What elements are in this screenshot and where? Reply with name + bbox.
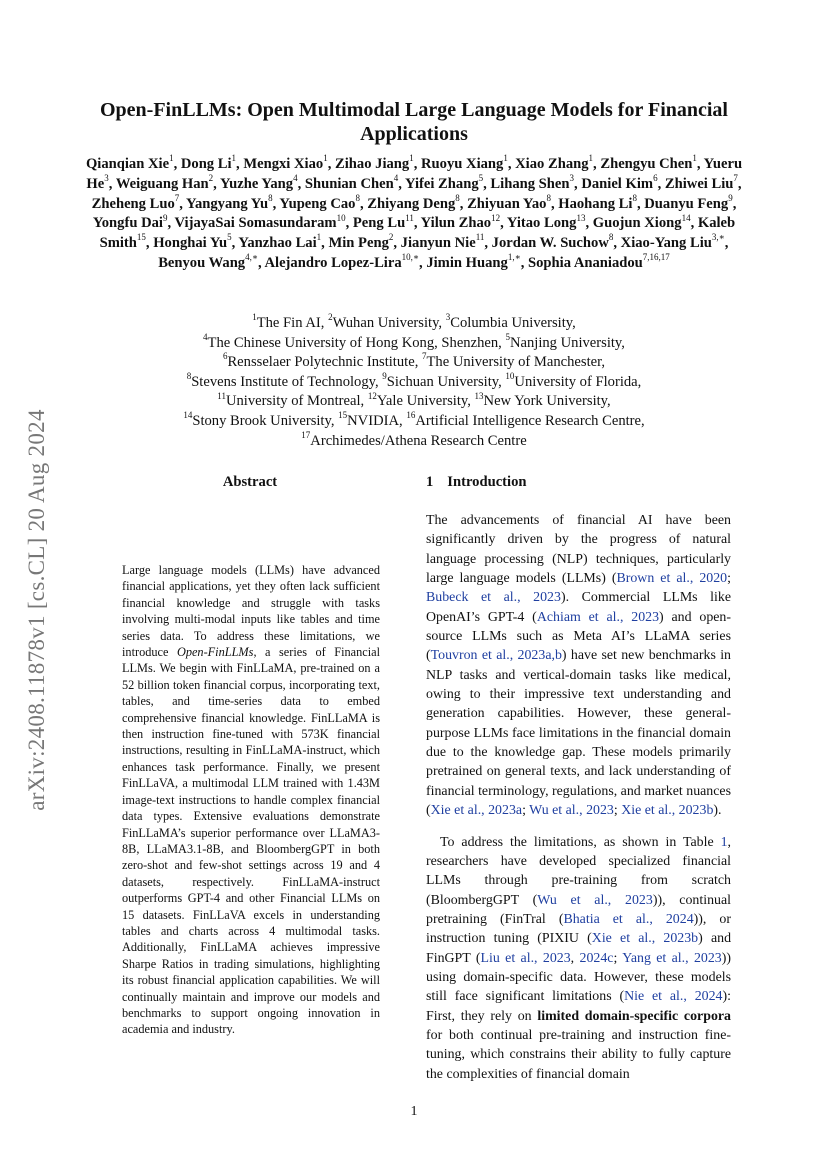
affil-mark: 10 (505, 370, 515, 381)
affil-name: Artificial Intelligence Research Centre, (415, 412, 645, 429)
author (592, 212, 691, 232)
author-affil-mark: 3 (569, 172, 575, 183)
emphasis-text: Open-FinLLMs (176, 645, 254, 660)
intro-body (426, 511, 731, 1084)
author-name: Shunian Chen (304, 175, 394, 192)
author-affil-mark: 1 (169, 153, 174, 164)
author-affil-mark: 8 (632, 192, 637, 203)
author (264, 252, 420, 271)
author-affil-mark: 1,∗ (507, 252, 521, 263)
affil-mark: 14 (183, 410, 193, 421)
author (243, 153, 328, 172)
author (506, 212, 586, 232)
affiliation-list (84, 314, 744, 451)
citation-link[interactable]: Nie et al., 2024 (624, 989, 723, 1005)
author-name: Benyou Wang (158, 254, 246, 271)
author-name: Xiao Zhang (515, 156, 589, 172)
author-affil-mark: 9 (728, 192, 733, 203)
paper-title: Open-FinLLMs: Open Multimodal Large Language Models for Financial Applications (100, 99, 728, 145)
text-run: ; (727, 571, 731, 587)
author-affil-mark: 7 (733, 172, 738, 183)
author-affil-mark: 5 (478, 172, 484, 183)
author (515, 153, 594, 172)
author-affil-mark: 5 (227, 232, 232, 243)
author-name: Yilun Zhao (420, 215, 492, 232)
affiliation-line (84, 412, 744, 432)
author-name: Yongfu Dai (92, 215, 163, 232)
affil-mark: 11 (217, 390, 226, 401)
author-affil-mark: 11 (405, 212, 414, 223)
author (491, 232, 614, 252)
author (174, 212, 346, 232)
author-name: Honghai Yu (153, 235, 228, 252)
author (490, 172, 575, 192)
author (600, 153, 697, 172)
citation-link[interactable]: 1 (720, 834, 728, 850)
text-run: , (570, 950, 580, 966)
citation-link[interactable]: Touvron et al., 2023a,b (430, 648, 562, 664)
affil-name: Archimedes/Athena Research Centre (310, 432, 527, 449)
author (420, 212, 501, 232)
citation-link[interactable]: Yang et al., 2023 (622, 950, 722, 966)
author-affil-mark: 8 (546, 192, 551, 203)
text-run: )) using domain-specific data. However, these models still face significant limitations ( (426, 950, 732, 1005)
author-name: Zhiwei Liu (664, 175, 734, 192)
author-name: Dong Li (180, 156, 232, 172)
author-affil-mark: 1 (503, 153, 508, 164)
author-affil-mark: 1 (588, 153, 594, 164)
author-affil-mark: 4,∗ (245, 252, 258, 263)
author-name: Guojun Xiong (592, 215, 682, 232)
author-name: Zhiyuan Yao (467, 195, 547, 212)
author (91, 192, 180, 212)
author-affil-mark: 8 (608, 232, 614, 243)
affil-name: The University of Manchester, (426, 354, 606, 371)
text-run: ). (713, 803, 722, 819)
author (620, 232, 725, 252)
affil-name: University of Florida, (514, 373, 642, 390)
text-run: , researchers have developed specialized financial LLMs through pre-training from scratch (BloombergGPT ( (426, 834, 731, 908)
author (352, 212, 414, 232)
intro-heading (426, 474, 527, 491)
text-run: The advancements of financial AI have been significantly driven by the progress of natural language processing (NLP) techniques, particularly large language models (LLMs) ( (426, 513, 731, 587)
affil-name: Stony Brook University, (192, 412, 339, 429)
citation-link[interactable]: Xie et al., 2023b (621, 803, 714, 819)
affiliation-line (84, 331, 744, 354)
author (180, 153, 237, 172)
author-affil-mark: 8 (355, 192, 360, 203)
author-name: Zihao Jiang (335, 156, 410, 172)
author-affil-mark: 7 (174, 192, 180, 203)
author-name: Jimin Huang (426, 254, 508, 271)
affil-mark: 1 (252, 312, 257, 323)
author (158, 252, 258, 271)
author-affil-mark: 3 (104, 172, 109, 183)
affil-mark: 9 (382, 370, 387, 381)
author-affil-mark: 1 (231, 153, 237, 164)
author (467, 192, 551, 212)
author-affil-mark: 12 (491, 212, 501, 223)
author-name: Yitao Long (506, 215, 577, 232)
affil-mark: 3 (445, 312, 451, 323)
author-affil-mark: 3,∗ (711, 232, 725, 243)
text-run: )), continual pretraining (FinTral ( (426, 892, 732, 927)
author-affil-mark: 10,∗ (401, 252, 420, 263)
author-name: Sophia Ananiadou (528, 254, 643, 271)
author-name: Kaleb Smith (99, 215, 736, 252)
author-list: Qianqian Xie$^1$, Dong Li$^1$, Mengxi Xiao$^1$, Zihao Jiang$^1$, Ruoyu Xiang$^1$, Xiao Zhang$^1$, Zhengyu Chen$^1$, Yueru He$^3$, Weiguang Han$^2$, Yuzhe Yang$^4$, Shunian Chen$^4$, Yifei Zhang$^5$, Lihang Shen$^3$, Daniel Kim$^6$, Zhiwei Liu$^7$, Zheheng Luo$^7$, Yangyang Yu$^8$, Yupeng Cao$^8$, Zhiyang Deng$^8$, Zhiyuan Yao$^8$, Haohang Li$^8$, Duanyu Feng$^9$, Yongfu Dai$^9$, VijayaSai Somasundaram$^{10}$, Peng Lu$^{11}$, Yilun Zhao$^{12}$, Yitao Long$^{13}$, Guojun Xiong$^{14}$, Kaleb Smith$^{15}$, Honghai Yu$^5$, Yanzhao Lai$^1$, Min Peng$^2$, Jianyun Nie$^{11}$, Jordan W. Suchow$^8$, Xiao-Yang Liu$^{3,∗}$, Benyou Wang$^{4,∗}$, Alejandro Lopez-Lira$^{10,∗}$, Jimin Huang$^{1,∗}$, Sophia Ananiadou$^{7,16,17}$ (85, 153, 743, 271)
author (528, 252, 670, 271)
author (558, 192, 637, 212)
text-run: Large language models (LLMs) have advanced financial applications, yet they often lack sufficient financial knowledge and struggle with tasks involving multi-modal inputs like tables and time series data. To address these limitations, we introduce (122, 563, 380, 660)
author-name: Weiguang Han (115, 175, 209, 192)
author-affil-mark: 4 (393, 172, 399, 183)
author (335, 153, 414, 172)
text-run: ): First, they rely on (426, 989, 732, 1024)
author-name: Zhiyang Deng (367, 195, 456, 212)
author (328, 232, 394, 252)
author (644, 192, 733, 212)
author-name: Xiao-Yang Liu (620, 235, 712, 252)
author-affil-mark: 13 (576, 212, 586, 223)
author-affil-mark: 9 (163, 212, 168, 223)
author (404, 172, 484, 192)
author-name: Alejandro Lopez-Lira (264, 254, 402, 271)
text-run: , a series of Financial LLMs. We begin with FinLLaMA, pre-trained on a 52 billion token financial corpus, incorporating text, tables, and time-series data to embed comprehensive financial knowledge. FinLLaMA is then instruction fine-tuned with 573K financial instructions, resulting in FinLLaMA-instruct, which enhances task performance. Finally, we present FinLLaVA, a multimodal LLM trained with 1.43M image-text instructions to handle complex financial data types. Extensive evaluations demonstrate FinLLaMA’s superior performance over LLaMA3-8B, LLaMA3.1-8B, and BloombergGPT in both zero-shot and few-shot settings across 19 and 4 datasets, respectively. FinLLaMA-instruct outperforms GPT-4 and other Financial LLMs on 15 datasets. FinLLaVA excels in understanding tables and charts across 4 multimodal tasks. Additionally, FinLLaMA achieves impressive Sharpe Ratios in trading simulations, highlighting its robust financial application capabilities. We will continually maintain and improve our models and benchmarks to support ongoing innovation in academia and industry. (122, 645, 380, 1037)
affiliation-line (84, 353, 744, 373)
author (115, 172, 214, 192)
author-affil-mark: 6 (653, 172, 658, 183)
author-affil-mark: 10 (336, 212, 346, 223)
affil-name: University of Montreal, (225, 393, 368, 410)
intro-paragraph (426, 833, 731, 1084)
author-affil-mark: 7,16,17 (642, 252, 670, 263)
author (85, 153, 174, 172)
author-name: Ruoyu Xiang (421, 156, 504, 172)
author-name: Lihang Shen (490, 175, 570, 192)
author (153, 232, 232, 252)
bold-text: limited domain-specific corpora (537, 1008, 731, 1024)
affil-mark: 15 (338, 410, 348, 421)
author-affil-mark: 8 (455, 192, 460, 203)
affil-name: Wuhan University, (332, 315, 446, 331)
text-run: To address the limitations, as shown in Table (440, 834, 721, 850)
author-name: Zheheng Luo (91, 195, 175, 212)
intro-paragraph (426, 511, 731, 821)
citation-link[interactable]: Bhatia et al., 2024 (563, 911, 694, 927)
author-affil-mark: 2 (388, 232, 394, 243)
author (367, 192, 460, 212)
author-name: Mengxi Xiao (243, 156, 324, 172)
author (238, 232, 322, 252)
author-name: Jordan W. Suchow (491, 235, 609, 252)
author-affil-mark: 1 (692, 153, 697, 164)
page-number: 1 (410, 1104, 418, 1119)
author (421, 153, 508, 172)
affil-mark: 17 (301, 429, 311, 440)
affil-name: Sichuan University, (386, 373, 506, 390)
author (581, 172, 658, 192)
text-run: ) have set new benchmarks in NLP tasks and vertical-domain tasks like medical, owing to their impressive text understanding and generation capabilities. However, these general-purpose LLMs face limitations in the financial domain due to the knowledge gap. These models primarily pretrained on general texts, and lack understanding of financial terminology, regulations, and market nuances ( (426, 648, 731, 819)
author-affil-mark: 1 (323, 153, 328, 164)
author-affil-mark: 11 (475, 232, 485, 243)
author-name: Yueru He (86, 156, 743, 192)
affil-name: The Fin AI, (256, 315, 329, 331)
citation-link[interactable]: Xie et al., 2023a (430, 803, 523, 819)
text-run: ; (613, 803, 622, 819)
affil-name: Nanjing University, (509, 334, 625, 351)
citation-link[interactable]: 2024c (579, 950, 614, 966)
author-name: Jianyun Nie (400, 235, 476, 252)
text-run: ). Commercial LLMs like OpenAI’s GPT-4 ( (426, 590, 731, 625)
author-name: Qianqian Xie (85, 156, 170, 172)
author (219, 172, 298, 192)
author (426, 252, 521, 271)
affil-mark: 8 (186, 370, 192, 381)
citation-link[interactable]: Liu et al., 2023 (480, 950, 571, 966)
affil-mark: 7 (422, 351, 427, 362)
author-name: Yanzhao Lai (238, 235, 317, 252)
affil-mark: 13 (474, 390, 484, 401)
affiliation-line (84, 370, 744, 393)
author-name: Min Peng (328, 235, 389, 252)
citation-link[interactable]: Achiam et al., 2023 (536, 609, 660, 625)
affil-name: NVIDIA, (347, 412, 407, 429)
author-affil-mark: 2 (208, 172, 214, 183)
author-name: Yuzhe Yang (219, 175, 294, 192)
text-run: )), or instruction tuning (PIXIU ( (426, 911, 731, 947)
text-run: for both continual pre-training and instruction fine-tuning, which constrains their ability to fully capture the complexities of financial domain (426, 1027, 731, 1082)
citation-link[interactable]: Wu et al., 2023 (537, 892, 653, 908)
author-affil-mark: 14 (681, 212, 691, 223)
author-affil-mark: 1 (409, 153, 414, 164)
text-run: ; (613, 950, 623, 966)
abstract-heading: Abstract (222, 474, 278, 490)
author (304, 172, 399, 192)
affil-name: Stevens Institute of Technology, (191, 373, 383, 390)
arxiv-stamp (8, 360, 66, 860)
author-name: Duanyu Feng (644, 195, 729, 212)
citation-link[interactable]: Xie et al., 2023b (591, 931, 699, 947)
affil-mark: 6 (222, 351, 228, 362)
citation-link[interactable]: Brown et al., 2020 (616, 571, 728, 587)
text-run: ) and FinGPT ( (426, 931, 732, 966)
affil-name: Columbia University, (450, 315, 576, 331)
abstract-body (122, 562, 380, 1038)
arxiv-id: arXiv:2408.11878v1 [cs.CL] 20 Aug 2024 (24, 409, 50, 811)
citation-link[interactable]: Bubeck et al., 2023 (426, 590, 561, 606)
affil-name: Yale University, (376, 393, 475, 410)
author (92, 212, 168, 232)
author-name: Yifei Zhang (404, 175, 479, 192)
author (186, 192, 273, 212)
author-affil-mark: 15 (136, 232, 146, 243)
author-name: Zhengyu Chen (600, 156, 693, 172)
section-number: 1 (426, 474, 434, 490)
author-name: Haohang Li (558, 195, 633, 212)
affil-mark: 2 (328, 312, 333, 323)
author (664, 172, 738, 192)
text-run: ; (522, 803, 530, 819)
citation-link[interactable]: Wu et al., 2023 (529, 803, 614, 819)
author-affil-mark: 8 (268, 192, 273, 203)
affil-mark: 12 (367, 390, 377, 401)
affil-mark: 16 (406, 410, 416, 421)
affiliation-line (84, 314, 744, 334)
author-name: Yupeng Cao (279, 195, 356, 212)
text-run: ) and open-source LLMs such as Meta AI’s LLaMA series ( (426, 609, 731, 664)
affil-name: Rensselaer Polytechnic Institute, (227, 354, 422, 371)
author-name: Yangyang Yu (186, 195, 269, 212)
author (400, 232, 485, 252)
affil-name: The Chinese University of Hong Kong, Shenzhen, (207, 334, 506, 351)
affil-mark: 5 (505, 331, 510, 342)
affiliation-line (84, 429, 744, 452)
author-affil-mark: 1 (316, 232, 322, 243)
section-title: Introduction (447, 474, 527, 490)
author-affil-mark: 4 (293, 172, 298, 183)
author-name: Daniel Kim (581, 175, 654, 192)
affil-name: New York University, (483, 393, 611, 410)
author (279, 192, 360, 212)
author-name: VijayaSai Somasundaram (174, 215, 337, 232)
author-name: Peng Lu (352, 215, 406, 232)
affil-mark: 4 (203, 331, 208, 342)
